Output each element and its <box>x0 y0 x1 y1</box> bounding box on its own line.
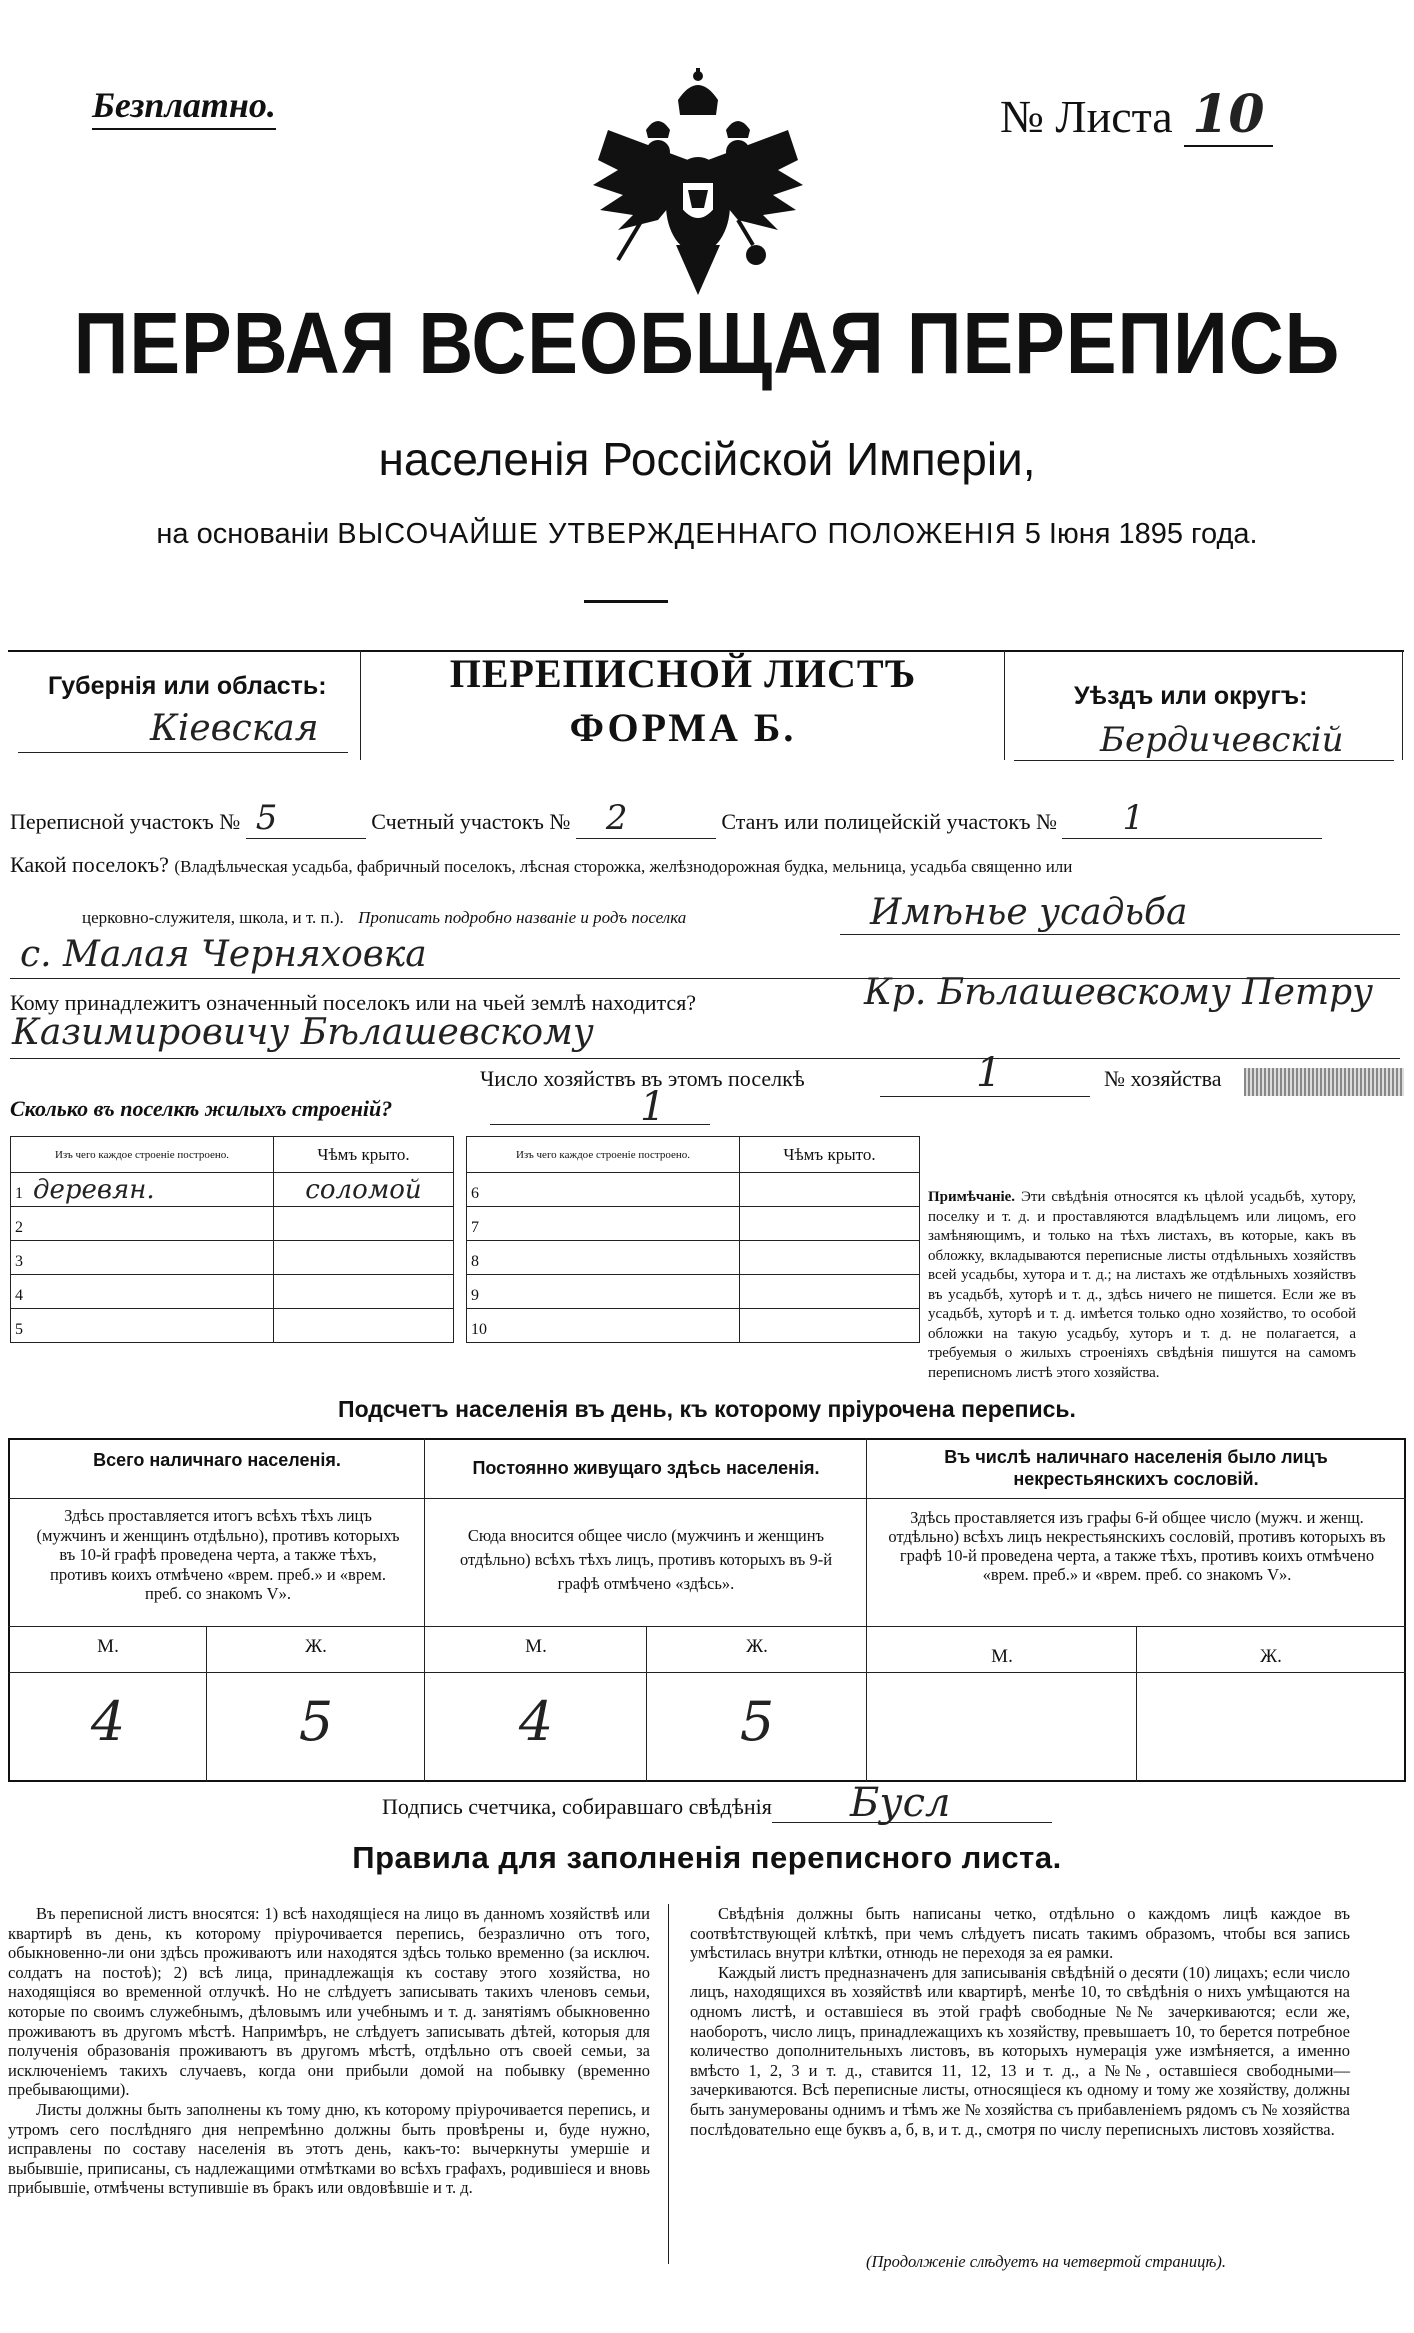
col2-m-label: М. <box>525 1636 547 1657</box>
buildings-row-built-cell <box>467 1275 740 1309</box>
buildings-value: 1 <box>640 1084 666 1130</box>
buildings-row-number: 9 <box>471 1286 479 1304</box>
buildings-row-roof <box>740 1309 920 1343</box>
buildings-row-right-9 <box>467 1275 920 1309</box>
rules-column-divider <box>668 1904 669 2264</box>
page-title: ПЕРВАЯ ВСЕОБЩАЯ ПЕРЕПИСЬ <box>73 294 1341 393</box>
buildings-row-right-10 <box>467 1309 920 1343</box>
col2-f-label: Ж. <box>746 1636 768 1657</box>
sheet-number-value: 10 <box>1184 84 1272 147</box>
col2-desc: Сюда вносится общее число (мужчинъ и женщинъ отдѣльно) всѣхъ тѣхъ лицъ, противъ которыхъ въ 9-й графѣ отмѣчено «здѣсь». <box>459 1526 833 1593</box>
household-no-field <box>1244 1068 1404 1096</box>
buildings-row-built-cell <box>11 1241 274 1275</box>
col1-m-label: М. <box>97 1636 119 1657</box>
buildings-row-right-8 <box>467 1241 920 1275</box>
free-label: Безплатно. <box>92 84 276 130</box>
household-no-label: № хозяйства <box>1104 1066 1222 1091</box>
count-district-value: 2 <box>576 798 716 839</box>
rules-left-column <box>8 1904 650 2198</box>
page-subtitle: населенія Россійской Имперіи, <box>378 433 1036 485</box>
province-underline <box>18 752 348 753</box>
form-box-right-divider <box>1004 650 1005 760</box>
population-mf-rule-top <box>8 1626 1406 1627</box>
buildings-row-built-cell <box>467 1241 740 1275</box>
signature-label: Подпись счетчика, собиравшаго свѣдѣнія <box>382 1794 772 1819</box>
rules-continued: (Продолженіе слѣдуетъ на четвертой страницѣ). <box>866 2252 1226 2271</box>
buildings-row-left-4 <box>11 1275 454 1309</box>
header-divider <box>584 600 668 603</box>
owner-value-2: Казимировичу Бѣлашевскому <box>12 1012 594 1053</box>
buildings-row-number: 3 <box>15 1252 23 1270</box>
settlement-hint-3: Прописать подробно названіе и родъ поселка <box>358 908 687 927</box>
settlement-hint-1: (Владѣльческая усадьба, фабричный поселокъ, лѣсная сторожка, желѣзнодорожная будка, мельница, усадьба священно или <box>174 857 1073 876</box>
province-label: Губернія или область: <box>48 672 327 700</box>
col1-m-value: 4 <box>90 1690 126 1753</box>
buildings-row-built-cell <box>11 1309 274 1343</box>
col-roof-header-right: Чѣмъ крыто. <box>740 1137 920 1173</box>
rules-right-column <box>690 1904 1350 2139</box>
owner-underline <box>10 1058 1400 1059</box>
signature-underline <box>772 1822 1052 1823</box>
note-block <box>928 1188 1356 1383</box>
buildings-row-roof <box>274 1309 454 1343</box>
census-district-label: Переписной участокъ № <box>10 809 241 834</box>
households-label: Число хозяйствъ въ этомъ поселкѣ <box>480 1066 805 1091</box>
rules-left-paragraph-2: Листы должны быть заполнены къ тому дню, къ которому пріурочивается перепись, и утромъ сего послѣдняго дня непремѣнно должны быть провѣрены и, буде нужно, исправлены по составу населенія въ этотъ день, какъ-то: вычеркнуты умершіе и выбывшіе, приписаны, съ надлежащими отмѣтками во всѣхъ графахъ, родившіеся и вновь прибывшіе, отмѣчены вступившіе въ бракъ или овдовѣвшіе и т. д. <box>8 2099 650 2198</box>
households-value: 1 <box>976 1050 1002 1096</box>
basis-prefix: на основаніи <box>156 518 330 550</box>
settlement-value-1: Имѣнье усадьба <box>870 892 1188 933</box>
col3-m-label: М. <box>991 1646 1013 1667</box>
col1-title: Всего наличнаго населенія. <box>93 1450 341 1470</box>
buildings-table-left <box>10 1136 454 1343</box>
col1-desc: Здѣсь проставляется итогъ всѣхъ тѣхъ лицъ (мужчинъ и женщинъ отдѣльно), противъ которыхъ въ 10-й графѣ проведена черта, а также тѣхъ, противъ коихъ отмѣчено «врем. преб.» и «врем. преб. со знакомъ V». <box>36 1506 400 1603</box>
households-underline <box>880 1096 1090 1097</box>
col1-f-label: Ж. <box>305 1636 327 1657</box>
buildings-row-built: деревян. <box>33 1174 155 1205</box>
buildings-row-left-5 <box>11 1309 454 1343</box>
col2-title: Постоянно живущаго здѣсь населенія. <box>472 1458 820 1478</box>
buildings-row-left-3 <box>11 1241 454 1275</box>
buildings-row-number: 10 <box>471 1320 487 1338</box>
population-divider-2 <box>866 1438 867 1782</box>
buildings-row-number: 7 <box>471 1218 479 1236</box>
col3-desc: Здѣсь проставляется изъ графы 6-й общее число (мужч. и женщ. отдѣльно) всѣхъ лицъ некрестьянскихъ сословій, противъ которыхъ въ графѣ 10-й проведена черта, а также тѣхъ, противъ коихъ отмѣчено «врем. преб.» и «врем. преб. со знакомъ V». <box>888 1508 1386 1584</box>
owner-label: Кому принадлежитъ означенный поселокъ или на чьей землѣ находится? <box>10 990 697 1015</box>
population-mf-split-2 <box>646 1626 647 1782</box>
rules-left-paragraph-1: Въ переписной листъ вносятся: 1) всѣ находящіеся на лицо въ данномъ хозяйствѣ или квартирѣ въ день, къ которому пріурочивается перепись, безразлично отъ того, обыкновенно-ли они здѣсь проживаютъ или находятся здѣсь только временно (за исключ. солдатъ на постоѣ); 2) всѣ лица, принадлежащія къ составу этого хозяйства, но находящіяся во временной отлучкѣ. Но не слѣдуетъ записывать такихъ членовъ семьи, которые по своимъ служебнымъ, дѣловымъ или учебнымъ и т. д. занятіямъ обыкновенно проживаютъ въ другомъ мѣстѣ. Напримѣръ, не слѣдуетъ записывать дѣтей, которыя для полученія образованія проживаютъ въ другомъ мѣстѣ, отдѣльно отъ своей семьи, за исключеніемъ такихъ случаевъ, когда они прибыли домой на побывку (временно пребывающими). <box>8 1904 650 2100</box>
buildings-row-built-cell <box>11 1173 274 1207</box>
buildings-row-built-cell <box>467 1309 740 1343</box>
district-label: Уѣздъ или округъ: <box>1074 682 1308 710</box>
legal-basis-line <box>0 518 1414 551</box>
owner-value-1: Кр. Бѣлашевскому Петру <box>864 972 1374 1013</box>
settlement-underline-1 <box>840 934 1400 935</box>
buildings-row-built-cell <box>11 1207 274 1241</box>
stan-value: 1 <box>1062 798 1322 839</box>
buildings-row-number: 6 <box>471 1184 479 1202</box>
settlement-value-2: с. Малая Черняховка <box>20 934 427 975</box>
basis-caps: ВЫСОЧАЙШЕ УТВЕРЖДЕННАГО ПОЛОЖЕНІЯ <box>337 518 1017 550</box>
buildings-table-right <box>466 1136 920 1343</box>
buildings-row-built-cell <box>11 1275 274 1309</box>
col-built-header-right: Изъ чего каждое строеніе построено. <box>467 1137 740 1173</box>
buildings-row-roof <box>740 1207 920 1241</box>
province-value: Кіевская <box>150 708 319 749</box>
population-title-rule <box>8 1498 1406 1499</box>
population-mf-split-3 <box>1136 1626 1137 1782</box>
settlement-label: Какой поселокъ? <box>10 852 169 877</box>
buildings-row-number: 5 <box>15 1320 23 1338</box>
note-title: Примѣчаніе. <box>928 1189 1016 1205</box>
col2-f-value: 5 <box>739 1690 775 1753</box>
col3-title: Въ числѣ наличнаго населенія было лицъ некрестьянскихъ сословій. <box>944 1447 1328 1489</box>
buildings-row-number: 8 <box>471 1252 479 1270</box>
rules-heading: Правила для заполненія переписного листа. <box>352 1840 1062 1875</box>
col3-f-label: Ж. <box>1260 1646 1282 1667</box>
settlement-hint-line-2 <box>82 908 686 928</box>
col1-f-value: 5 <box>298 1690 334 1753</box>
sheet-title: ПЕРЕПИСНОЙ ЛИСТЪ <box>449 651 917 696</box>
district-underline <box>1014 760 1394 761</box>
count-district-label: Счетный участокъ № <box>371 809 571 834</box>
buildings-row-roof <box>274 1241 454 1275</box>
population-mf-split-1 <box>206 1626 207 1782</box>
buildings-row-number: 4 <box>15 1286 23 1304</box>
col-roof-header: Чѣмъ крыто. <box>274 1137 454 1173</box>
population-mf-rule-bottom <box>8 1672 1406 1673</box>
district-value: Бердичевскій <box>1100 720 1344 760</box>
rules-right-paragraph-1: Свѣдѣнія должны быть написаны четко, отдѣльно о каждомъ лицѣ каждое въ соотвѣтствующей клѣткѣ, при чемъ слѣдуетъ писать такимъ образомъ, чтобы вся запись умѣстилась внутри клѣтки, отнюдь не переходя за ея рамки. <box>690 1904 1350 1963</box>
buildings-row-number: 1 <box>15 1184 23 1202</box>
form-box-right-edge <box>1402 650 1403 760</box>
buildings-row-built-cell <box>467 1207 740 1241</box>
buildings-label: Сколько въ поселкѣ жилыхъ строеній? <box>10 1096 393 1121</box>
buildings-row-number: 2 <box>15 1218 23 1236</box>
buildings-row-roof: соломой <box>274 1173 454 1207</box>
col-built-header: Изъ чего каждое строеніе построено. <box>11 1137 274 1173</box>
population-divider-1 <box>424 1438 425 1782</box>
buildings-row-roof <box>740 1241 920 1275</box>
buildings-row-roof <box>274 1275 454 1309</box>
coat-of-arms-emblem <box>588 60 808 300</box>
buildings-table-left-grid <box>10 1136 454 1343</box>
buildings-row-roof <box>274 1207 454 1241</box>
form-box-left-divider <box>360 650 361 760</box>
col2-m-value: 4 <box>518 1690 554 1753</box>
settlement-hint-2: церковно-служителя, школа, и т. п.). <box>82 908 344 927</box>
population-heading: Подсчетъ населенія въ день, къ которому пріурочена перепись. <box>338 1396 1076 1422</box>
district-line <box>10 798 1410 839</box>
stan-label: Станъ или полицейскій участокъ № <box>721 809 1057 834</box>
buildings-row-left-2 <box>11 1207 454 1241</box>
buildings-table-right-grid <box>466 1136 920 1343</box>
settlement-line <box>10 852 1072 878</box>
sheet-number <box>1000 84 1273 145</box>
note-text: Эти свѣдѣнія относятся къ цѣлой усадьбѣ, хутору, поселку и т. д. и проставляются владѣльцемъ или лицомъ, его замѣняющимъ, и только на тѣхъ листахъ, въ которые, какъ въ обложку, вкладываются переписные листы отдѣльныхъ хозяйствъ всей усадьбы, хутора и т. д.; на листахъ же отдѣльныхъ хозяйствъ въ усадьбѣ, хуторѣ и т. д., здѣсь ничего не пишется. Если же въ усадьбѣ, хуторѣ и т. д. имѣется только одно хозяйство, то особой обложки на такую усадьбу, хуторъ и т. д. не полагается, а требуемыя о жилыхъ строеніяхъ свѣдѣнія пишутся на самомъ переписномъ листѣ этого хозяйства. <box>928 1189 1356 1381</box>
buildings-row-left-1 <box>11 1173 454 1207</box>
sheet-number-label: № Листа <box>1000 91 1173 142</box>
buildings-row-roof <box>740 1275 920 1309</box>
census-district-value: 5 <box>246 798 366 839</box>
signature-value: Бусл <box>850 1780 951 1826</box>
rules-right-paragraph-2: Каждый листъ предназначенъ для записыванія свѣдѣній о десяти (10) лицахъ; если число лицъ, находящихся въ хозяйствѣ или квартирѣ, менѣе 10, то свѣдѣнія о нихъ умѣщаются на одномъ листѣ, и оставшіеся въ этой графѣ свободные №№ зачеркиваются; если же, наоборотъ, число лицъ, принадлежащихъ къ хозяйству, превышаетъ 10, то берется потребное количество дополнительныхъ листовъ, въ которыхъ нумерація уже измѣняется, а именно вмѣсто 1, 2, 3 и т. д., ставится 11, 12, 13 и т. д., а №№, оставшіеся свободными—зачеркиваются. Всѣ переписные листы, относящіеся къ одному и тому же хозяйству, должны быть занумерованы однимъ и тѣмъ же № хозяйства съ прибавленіемъ рядомъ съ № хозяйства послѣдовательно еще буквъ а, б, в, и т. д., смотря по числу переписныхъ листовъ хозяйства. <box>690 1962 1350 2139</box>
buildings-underline <box>490 1124 710 1125</box>
buildings-row-built-cell <box>467 1173 740 1207</box>
buildings-row-roof <box>740 1173 920 1207</box>
form-name: ФОРМА Б. <box>569 705 797 750</box>
buildings-row-right-7 <box>467 1207 920 1241</box>
buildings-row-right-6 <box>467 1173 920 1207</box>
basis-suffix: 5 Іюня 1895 года. <box>1024 518 1258 550</box>
